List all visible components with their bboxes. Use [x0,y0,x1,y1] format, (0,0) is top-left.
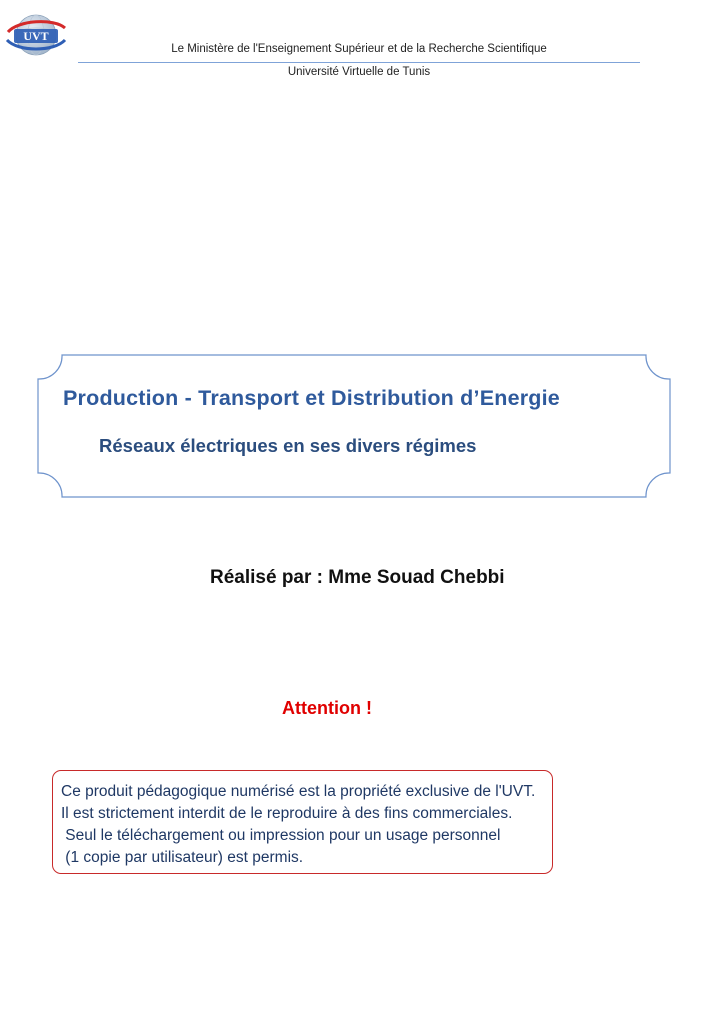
university-name: Université Virtuelle de Tunis [287,66,431,78]
document-subtitle: Réseaux électriques en ses divers régimes [99,435,477,456]
notice-line: Ce produit pédagogique numérisé est la propriété exclusive de l'UVT. [61,783,536,800]
document-title: Production - Transport et Distribution d’Energie [63,386,560,410]
uvt-logo [4,6,68,62]
notice-line: (1 copie par utilisateur) est permis. [61,849,304,866]
logo-text: UVT [23,29,49,43]
author-line: Réalisé par : Mme Souad Chebbi [210,567,505,588]
notice-line: Il est strictement interdit de le reproduire à des fins commerciales. [61,805,513,822]
ministry-header: Le Ministère de l'Enseignement Supérieur et de la Recherche Scientifique [171,43,547,55]
attention-heading: Attention ! [282,698,372,718]
notice-line: Seul le téléchargement ou impression pour un usage personnel [61,827,501,844]
title-frame [37,354,671,498]
header-divider [78,62,640,63]
